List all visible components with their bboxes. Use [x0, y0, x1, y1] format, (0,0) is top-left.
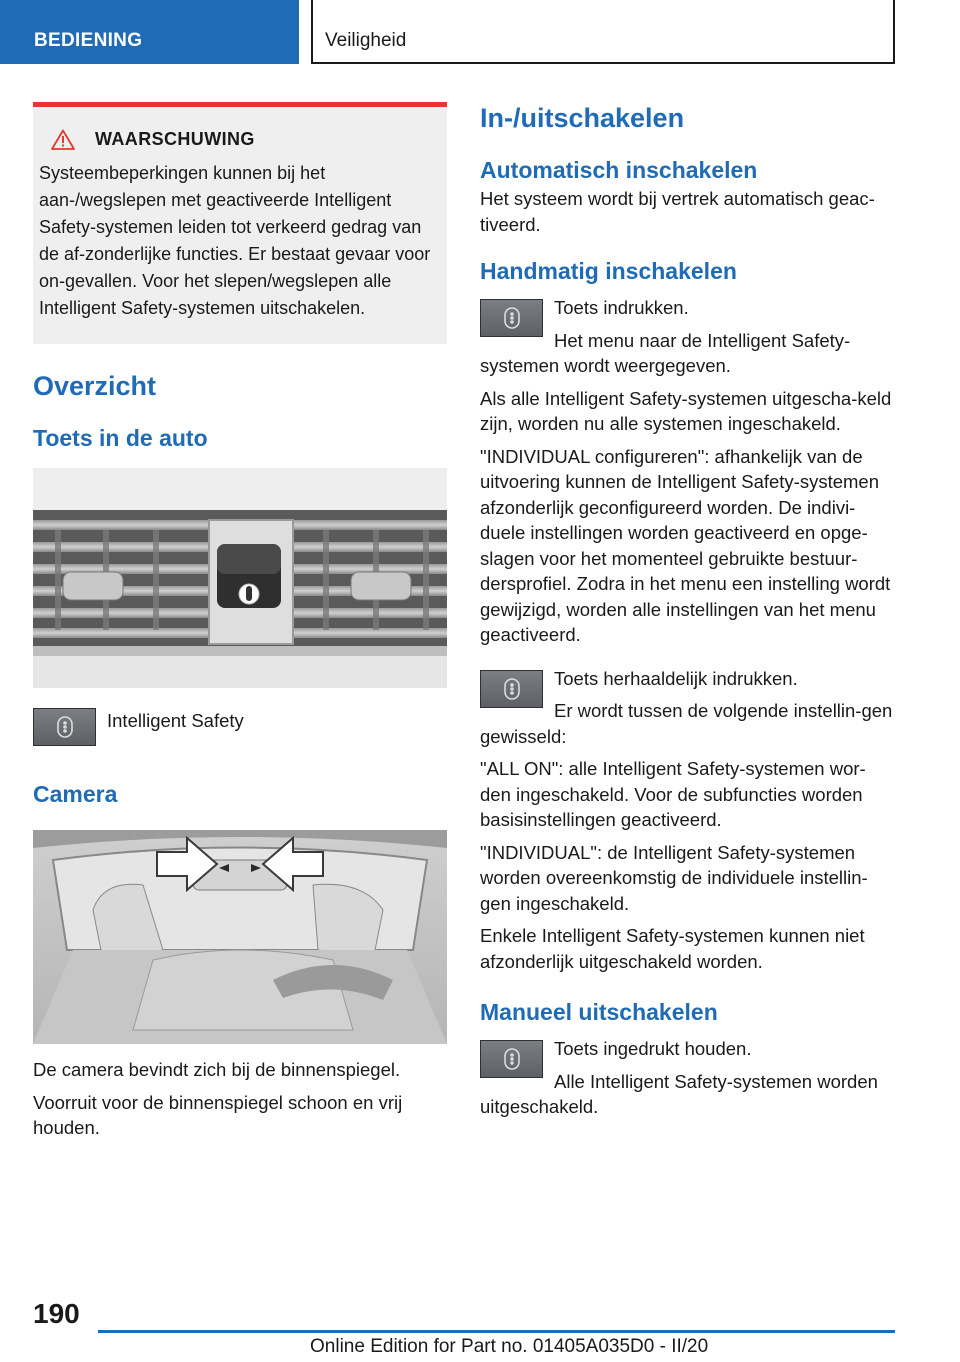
right-column [480, 102, 896, 1127]
intelligent-safety-caption: Intelligent Safety [107, 710, 244, 731]
auto-on-heading: Automatisch inschakelen [480, 157, 758, 183]
camera-photo [33, 830, 447, 1044]
individual-paragraph: "INDIVIDUAL": de Intelligent Safety-systemen worden overeenkomstig de individuele instellin-gen ingeschakeld. [480, 841, 868, 914]
manual-on-paragraph-2: "INDIVIDUAL configureren": afhankelijk van de uitvoering kunnen de Intelligent Safety-systemen afzonderlijk geconfigureerd worden. De indivi-duele instellingen worden geactiveerd en opge-slagen voor het momenteel gebruikte bestuur-dersprofiel. Zodra in het menu een instelling wordt gewijzigd, worden alle instellingen van het menu geactiveerd. [480, 445, 891, 645]
page-number: 190 [33, 1298, 80, 1329]
intelligent-safety-key-row [33, 708, 447, 750]
all-on-paragraph: "ALL ON": alle Intelligent Safety-systemen wor-den ingeschakeld. Voor de subfuncties worden basisinstellingen geactiveerd. [480, 758, 866, 830]
header-section-label: BEDIENING [34, 30, 143, 51]
header-chapter-tab [311, 0, 895, 64]
warning-triangle-icon [51, 129, 75, 150]
manual-on-step-1: Toets indrukken. [554, 297, 689, 318]
auto-on-paragraph: Het systeem wordt bij vertrek automatisch geac-tiveerd. [480, 188, 875, 235]
intelligent-safety-icon [480, 299, 543, 337]
warning-text: Systeembeperkingen kunnen bij het aan-/wegslepen met geactiveerde Intelligent Safety-systemen leiden tot verkeerd gedrag van de af-zonderlijke functies. Er bestaat gevaar voor on-gevallen. Voor het slepen/wegslepen alle Intelligent Safety-systemen uitschakelen. [39, 163, 431, 318]
manual-on-key-row [480, 295, 896, 386]
intelligent-safety-icon [33, 708, 96, 746]
button-photo [33, 468, 447, 688]
repeat-step-1: Toets herhaaldelijk indrukken. [554, 667, 798, 689]
manual-on-step-2: Het menu naar de Intelligent Safety-systemen wordt weergegeven. [480, 329, 851, 376]
manual-on-paragraph-1: Als alle Intelligent Safety-systemen uitgescha-keld zijn, worden nu alle systemen ingeschakeld. [480, 387, 892, 434]
manual-off-step-2: Alle Intelligent Safety-systemen worden uitgeschakeld. [480, 1070, 878, 1117]
manual-off-key-row [480, 1036, 896, 1127]
camera-paragraph-1: De camera bevindt zich bij de binnenspiegel. [33, 1059, 401, 1080]
overview-heading: Overzicht [33, 371, 157, 401]
footer-divider [98, 1330, 895, 1333]
camera-paragraph-2: Voorruit voor de binnenspiegel schoon en vrij houden. [33, 1091, 403, 1138]
switch-heading: In-/uitschakelen [480, 103, 685, 133]
repeat-key-row [480, 666, 896, 757]
warning-title: WAARSCHUWING [95, 129, 255, 149]
manual-on-heading: Handmatig inschakelen [480, 258, 737, 284]
warning-box [33, 102, 447, 344]
left-column [33, 102, 447, 1148]
some-systems-paragraph: Enkele Intelligent Safety-systemen kunnen niet afzonderlijk uitgeschakeld worden. [480, 925, 865, 972]
intelligent-safety-icon [480, 1040, 543, 1078]
manual-off-step-1: Toets ingedrukt houden. [554, 1038, 752, 1059]
header-chapter-label: Veiligheid [325, 30, 407, 51]
manual-off-heading: Manueel uitschakelen [480, 999, 718, 1025]
button-heading: Toets in de auto [33, 425, 208, 451]
edition-text: Online Edition for Part no. 01405A035D0 - II/20 [310, 1336, 709, 1357]
intelligent-safety-icon [480, 670, 543, 708]
camera-heading: Camera [33, 781, 118, 807]
header-section-tab [0, 0, 299, 64]
repeat-step-2: Er wordt tussen de volgende instellin-gen gewisseld: [480, 700, 893, 747]
